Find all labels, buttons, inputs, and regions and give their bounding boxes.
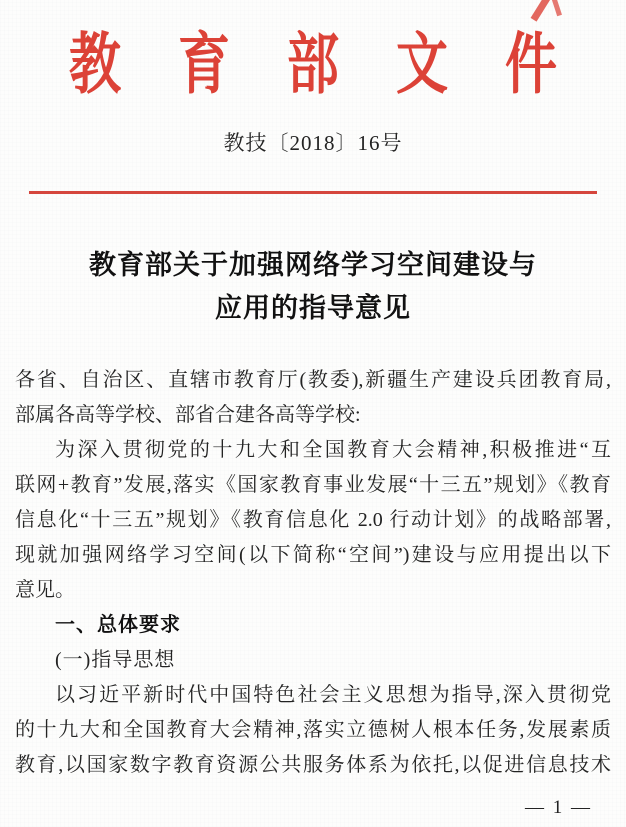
document-title-line1: 教育部关于加强网络学习空间建设与 xyxy=(89,250,537,280)
body-line: 为深入贯彻党的十九大和全国教育大会精神,积极推进“互 xyxy=(55,439,611,461)
body-line: 教育,以国家数字教育资源公共服务体系为依托,以促进信息技术 xyxy=(15,754,611,776)
document-title xyxy=(0,244,626,330)
red-divider-line xyxy=(29,191,597,194)
document-number: 教技〔2018〕16号 xyxy=(223,131,403,155)
body-line: 联网+教育”发展,落实《国家教育事业发展“十三五”规划》《教育 xyxy=(15,474,611,496)
body-line: 意见。 xyxy=(15,579,75,601)
section-heading: 一、总体要求 xyxy=(55,614,181,636)
salutation-line: 部属各高等学校、部省合建各高等学校: xyxy=(15,404,361,426)
agency-letterhead-title: 教育部文件 xyxy=(68,29,614,103)
body-line: 信息化“十三五”规划》《教育信息化 2.0 行动计划》的战略部署, xyxy=(15,509,611,531)
body-line: 现就加强网络学习空间(以下简称“空间”)建设与应用提出以下 xyxy=(15,544,611,566)
document-body xyxy=(0,363,626,783)
salutation-line: 各省、自治区、直辖市教育厅(教委),新疆生产建设兵团教育局, xyxy=(15,369,611,391)
document-title-line2: 应用的指导意见 xyxy=(215,293,411,323)
body-line: 以习近平新时代中国特色社会主义思想为指导,深入贯彻党 xyxy=(55,684,611,706)
body-line: 的十九大和全国教育大会精神,落实立德树人根本任务,发展素质 xyxy=(15,719,611,741)
page-number: — 1 — xyxy=(525,797,592,818)
subsection-heading: (一)指导思想 xyxy=(55,649,176,671)
